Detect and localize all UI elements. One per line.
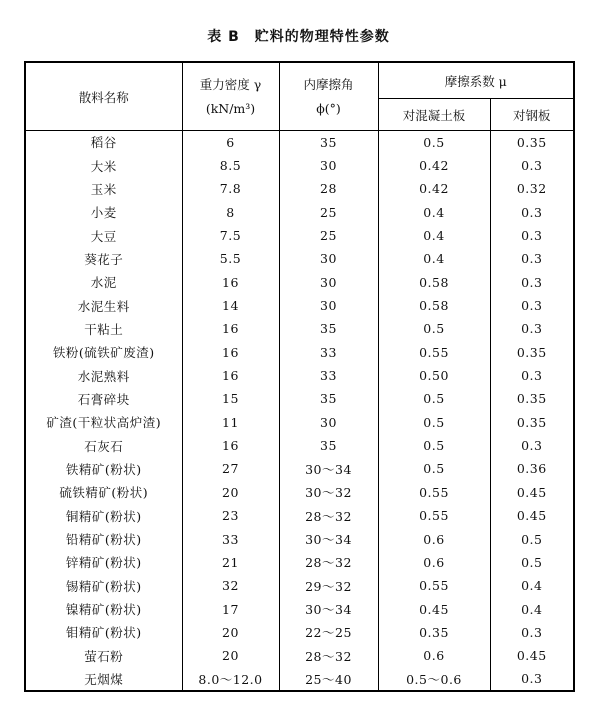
cell-friction-steel: 0.5 xyxy=(490,527,574,550)
cell-material-name: 铁粉(硫铁矿废渣) xyxy=(25,341,182,364)
cell-material-name: 铜精矿(粉状) xyxy=(25,504,182,527)
cell-friction-steel: 0.32 xyxy=(490,177,574,200)
cell-friction-angle: 35 xyxy=(279,131,378,154)
cell-friction-concrete: 0.4 xyxy=(378,224,490,247)
cell-material-name: 石灰石 xyxy=(25,434,182,457)
table-row xyxy=(25,434,574,457)
cell-friction-angle: 22～25 xyxy=(279,621,378,644)
cell-friction-concrete: 0.42 xyxy=(378,154,490,177)
cell-friction-steel: 0.35 xyxy=(490,411,574,434)
cell-material-name: 无烟煤 xyxy=(25,667,182,690)
cell-friction-angle: 30 xyxy=(279,271,378,294)
cell-material-name: 硫铁精矿(粉状) xyxy=(25,481,182,504)
cell-friction-angle: 25 xyxy=(279,201,378,224)
table-row xyxy=(25,574,574,597)
cell-friction-angle: 33 xyxy=(279,364,378,387)
table-row xyxy=(25,131,574,154)
cell-friction-concrete: 0.45 xyxy=(378,597,490,620)
cell-density: 8.0～12.0 xyxy=(182,667,279,690)
table-row xyxy=(25,551,574,574)
cell-friction-steel: 0.5 xyxy=(490,551,574,574)
cell-friction-angle: 25～40 xyxy=(279,667,378,690)
cell-density: 16 xyxy=(182,434,279,457)
cell-friction-concrete: 0.4 xyxy=(378,201,490,224)
table-row xyxy=(25,317,574,340)
table-row xyxy=(25,527,574,550)
cell-friction-steel: 0.35 xyxy=(490,341,574,364)
cell-friction-steel: 0.3 xyxy=(490,271,574,294)
cell-friction-concrete: 0.6 xyxy=(378,527,490,550)
table-row xyxy=(25,667,574,690)
cell-friction-angle: 28 xyxy=(279,177,378,200)
cell-friction-concrete: 0.55 xyxy=(378,574,490,597)
cell-friction-angle: 35 xyxy=(279,317,378,340)
table-row xyxy=(25,411,574,434)
cell-material-name: 萤石粉 xyxy=(25,644,182,667)
header-material-name xyxy=(25,62,182,131)
table-row xyxy=(25,481,574,504)
cell-density: 17 xyxy=(182,597,279,620)
table-row xyxy=(25,294,574,317)
cell-density: 15 xyxy=(182,387,279,410)
cell-density: 8 xyxy=(182,201,279,224)
cell-density: 33 xyxy=(182,527,279,550)
cell-friction-concrete: 0.55 xyxy=(378,481,490,504)
cell-friction-angle: 28～32 xyxy=(279,551,378,574)
cell-friction-steel: 0.36 xyxy=(490,457,574,480)
header-friction-coefficient-label: 摩擦系数 μ xyxy=(444,73,507,89)
header-on-concrete: 对混凝土板 xyxy=(378,99,490,131)
table-row xyxy=(25,224,574,247)
cell-friction-concrete: 0.5 xyxy=(378,434,490,457)
cell-friction-concrete: 0.5 xyxy=(378,131,490,154)
cell-friction-steel: 0.3 xyxy=(490,224,574,247)
cell-friction-steel: 0.3 xyxy=(490,364,574,387)
cell-friction-angle: 30 xyxy=(279,154,378,177)
header-density-label: 重力密度 γ xyxy=(199,76,262,92)
cell-density: 20 xyxy=(182,644,279,667)
cell-friction-angle: 30 xyxy=(279,294,378,317)
cell-material-name: 铁精矿(粉状) xyxy=(25,457,182,480)
cell-friction-angle: 30～32 xyxy=(279,481,378,504)
cell-material-name: 大米 xyxy=(25,154,182,177)
cell-density: 27 xyxy=(182,457,279,480)
table-row xyxy=(25,271,574,294)
table-row xyxy=(25,457,574,480)
cell-friction-steel: 0.3 xyxy=(490,317,574,340)
cell-material-name: 铅精矿(粉状) xyxy=(25,527,182,550)
cell-material-name: 小麦 xyxy=(25,201,182,224)
cell-material-name: 锌精矿(粉状) xyxy=(25,551,182,574)
cell-material-name: 大豆 xyxy=(25,224,182,247)
cell-friction-concrete: 0.55 xyxy=(378,341,490,364)
cell-density: 16 xyxy=(182,271,279,294)
cell-density: 14 xyxy=(182,294,279,317)
cell-material-name: 水泥熟料 xyxy=(25,364,182,387)
cell-density: 8.5 xyxy=(182,154,279,177)
cell-density: 11 xyxy=(182,411,279,434)
cell-density: 16 xyxy=(182,341,279,364)
cell-density: 23 xyxy=(182,504,279,527)
cell-material-name: 玉米 xyxy=(25,177,182,200)
cell-friction-concrete: 0.35 xyxy=(378,621,490,644)
cell-friction-concrete: 0.5 xyxy=(378,387,490,410)
cell-density: 6 xyxy=(182,131,279,154)
table-row xyxy=(25,597,574,620)
cell-friction-steel: 0.3 xyxy=(490,621,574,644)
cell-material-name: 钼精矿(粉状) xyxy=(25,621,182,644)
cell-density: 16 xyxy=(182,317,279,340)
table-title: 表 B 贮料的物理特性参数 xyxy=(207,29,390,45)
cell-density: 7.8 xyxy=(182,177,279,200)
cell-material-name: 矿渣(干粒状高炉渣) xyxy=(25,411,182,434)
table-row xyxy=(25,621,574,644)
cell-material-name: 水泥生料 xyxy=(25,294,182,317)
cell-friction-concrete: 0.55 xyxy=(378,504,490,527)
table-header xyxy=(25,62,574,131)
cell-density: 21 xyxy=(182,551,279,574)
header-friction-coefficient xyxy=(378,62,574,99)
material-properties-table xyxy=(24,61,575,692)
cell-friction-angle: 35 xyxy=(279,434,378,457)
cell-friction-angle: 35 xyxy=(279,387,378,410)
cell-density: 7.5 xyxy=(182,224,279,247)
header-density xyxy=(182,62,279,131)
cell-material-name: 石膏碎块 xyxy=(25,387,182,410)
cell-friction-angle: 30 xyxy=(279,411,378,434)
header-friction-angle xyxy=(279,62,378,131)
header-on-steel: 对钢板 xyxy=(490,99,574,131)
cell-friction-steel: 0.4 xyxy=(490,574,574,597)
cell-friction-angle: 30～34 xyxy=(279,457,378,480)
cell-density: 20 xyxy=(182,481,279,504)
table-body xyxy=(25,131,574,691)
table-row xyxy=(25,504,574,527)
cell-friction-concrete: 0.6 xyxy=(378,644,490,667)
cell-friction-steel: 0.3 xyxy=(490,667,574,690)
cell-friction-steel: 0.3 xyxy=(490,154,574,177)
cell-friction-angle: 29～32 xyxy=(279,574,378,597)
cell-friction-angle: 30 xyxy=(279,247,378,270)
cell-friction-concrete: 0.5～0.6 xyxy=(378,667,490,690)
cell-friction-steel: 0.35 xyxy=(490,131,574,154)
cell-friction-angle: 28～32 xyxy=(279,644,378,667)
cell-friction-steel: 0.35 xyxy=(490,387,574,410)
cell-friction-concrete: 0.5 xyxy=(378,317,490,340)
header-friction-angle-label: 内摩擦角 xyxy=(303,76,354,92)
cell-material-name: 水泥 xyxy=(25,271,182,294)
table-row xyxy=(25,154,574,177)
table-row xyxy=(25,247,574,270)
table-row xyxy=(25,177,574,200)
cell-friction-steel: 0.45 xyxy=(490,504,574,527)
cell-friction-concrete: 0.50 xyxy=(378,364,490,387)
header-friction-angle-unit: ϕ(°) xyxy=(316,100,341,116)
cell-material-name: 镍精矿(粉状) xyxy=(25,597,182,620)
cell-friction-angle: 25 xyxy=(279,224,378,247)
cell-friction-concrete: 0.58 xyxy=(378,271,490,294)
cell-density: 32 xyxy=(182,574,279,597)
cell-material-name: 干粘土 xyxy=(25,317,182,340)
cell-material-name: 锡精矿(粉状) xyxy=(25,574,182,597)
cell-friction-steel: 0.3 xyxy=(490,434,574,457)
cell-friction-steel: 0.3 xyxy=(490,247,574,270)
cell-friction-concrete: 0.42 xyxy=(378,177,490,200)
cell-friction-concrete: 0.5 xyxy=(378,457,490,480)
table-row xyxy=(25,201,574,224)
cell-friction-steel: 0.45 xyxy=(490,481,574,504)
cell-density: 16 xyxy=(182,364,279,387)
cell-friction-concrete: 0.6 xyxy=(378,551,490,574)
cell-density: 5.5 xyxy=(182,247,279,270)
table-row xyxy=(25,364,574,387)
cell-friction-steel: 0.45 xyxy=(490,644,574,667)
cell-friction-angle: 30～34 xyxy=(279,527,378,550)
cell-friction-concrete: 0.5 xyxy=(378,411,490,434)
cell-friction-steel: 0.3 xyxy=(490,294,574,317)
cell-friction-angle: 33 xyxy=(279,341,378,364)
cell-friction-steel: 0.3 xyxy=(490,201,574,224)
cell-density: 20 xyxy=(182,621,279,644)
header-material-name-label: 散料名称 xyxy=(78,89,129,105)
table-row xyxy=(25,387,574,410)
cell-friction-steel: 0.4 xyxy=(490,597,574,620)
cell-friction-angle: 28～32 xyxy=(279,504,378,527)
table-row xyxy=(25,341,574,364)
cell-material-name: 葵花子 xyxy=(25,247,182,270)
cell-friction-concrete: 0.58 xyxy=(378,294,490,317)
table-row xyxy=(25,644,574,667)
header-density-unit: (kN/m³) xyxy=(205,100,256,116)
cell-material-name: 稻谷 xyxy=(25,131,182,154)
cell-friction-angle: 30～34 xyxy=(279,597,378,620)
cell-friction-concrete: 0.4 xyxy=(378,247,490,270)
